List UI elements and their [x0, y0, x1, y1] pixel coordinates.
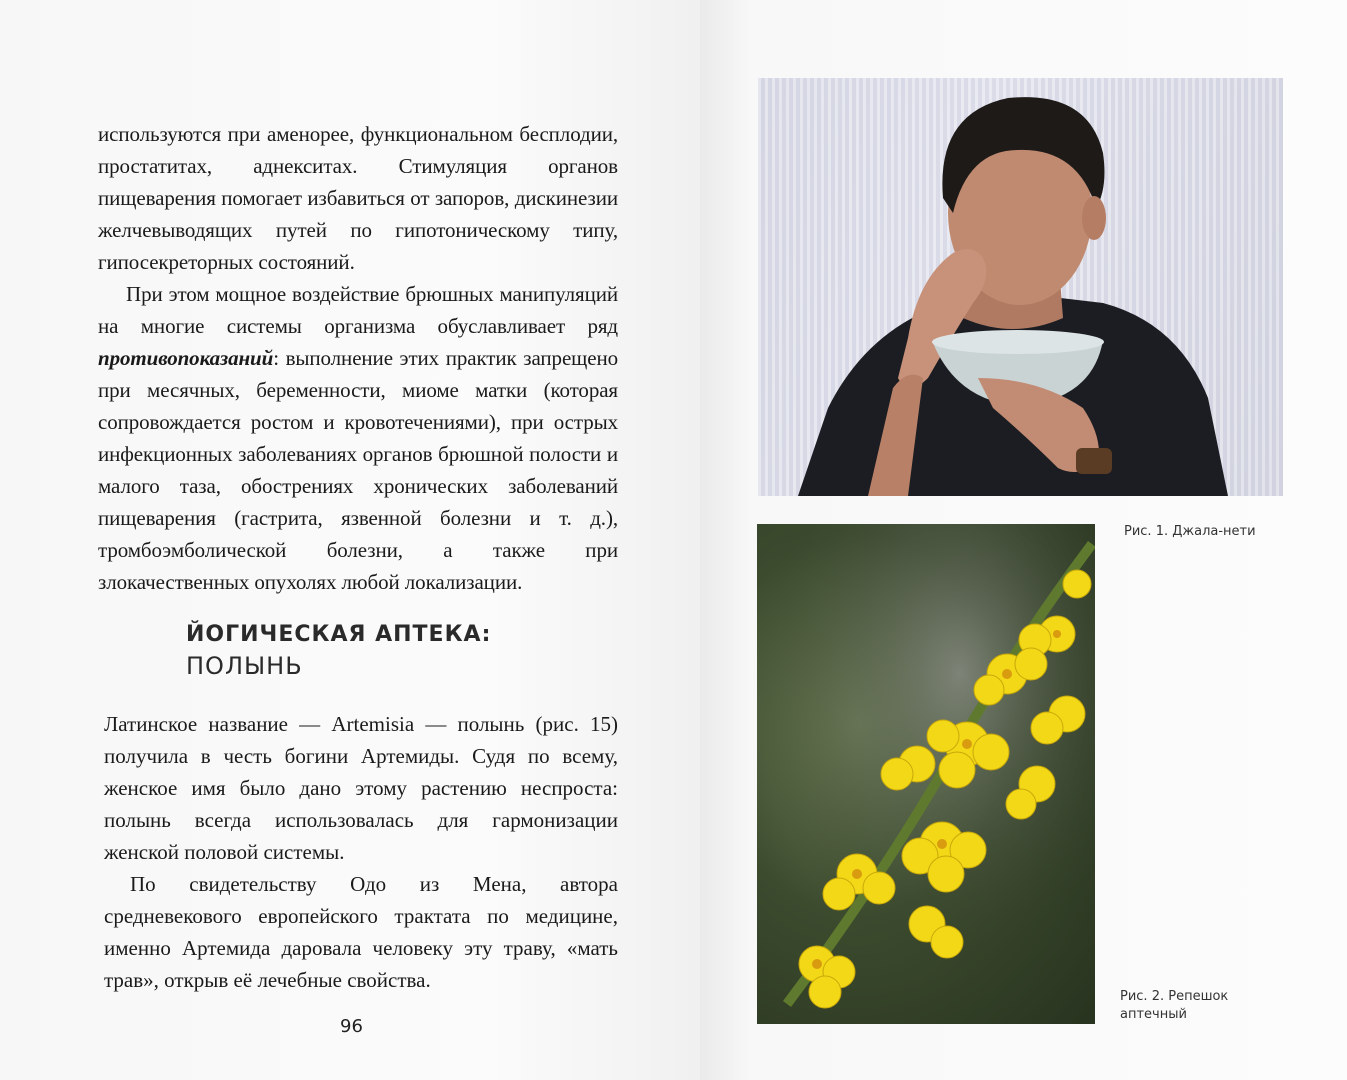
- paragraph-1: используются при аменорее, функциональном бесплодии, простатитах, аднекситах. Стимуляция органов пищеварения помогает избавиться от запоров, дискинезии желчевыводящих путей по гипотоническому типу, гипосекреторных состояний.: [98, 122, 618, 274]
- body-text-bottom: [104, 708, 618, 996]
- paragraph-2-rest: : выполнение этих практик запрещено при месячных, беременности, миоме матки (которая сопровождается ростом и кровотечениями), при острых инфекционных заболеваниях органов брюшной полости и малого таза, обострениях хронических заболеваний пищеварения (гастрита, язвенной болезни и т. д.), тромбоэмболической болезни, а также при злокачественных опухолях любой локализации.: [98, 346, 618, 594]
- caption-figure-1: Рис. 1. Джала-нети: [1124, 524, 1256, 539]
- photo-agrimony: [757, 524, 1095, 1024]
- body-text-top: [98, 118, 618, 598]
- contraindications-emphasis: противопоказаний: [98, 346, 274, 370]
- page-number: 96: [340, 1016, 363, 1037]
- caption-figure-2: Рис. 2. Репешок аптечный: [1120, 989, 1229, 1022]
- heading-line-1: ЙОГИЧЕСКАЯ АПТЕКА:: [186, 622, 492, 647]
- paragraph-4: По свидетельству Одо из Мена, автора средневекового европейского трактата по медицине, именно Артемида даровала человеку эту траву, «мать трав», открыв её лечебные свойства.: [104, 872, 618, 992]
- paragraph-2: [98, 278, 618, 598]
- heading-line-2: ПОЛЫНЬ: [186, 652, 303, 680]
- section-heading: [186, 620, 526, 682]
- photo-jala-neti: [758, 78, 1283, 496]
- paragraph-2-start: При этом мощное воздействие брюшных манипуляций на многие системы организма обуславливает ряд: [98, 282, 618, 338]
- paragraph-3: Латинское название — Artemisia — полынь (рис. 15) получила в честь богини Артемиды. Судя по всему, женское имя было дано этому растению неспроста: полынь всегда использовалась для гармонизации женской половой системы.: [104, 712, 618, 864]
